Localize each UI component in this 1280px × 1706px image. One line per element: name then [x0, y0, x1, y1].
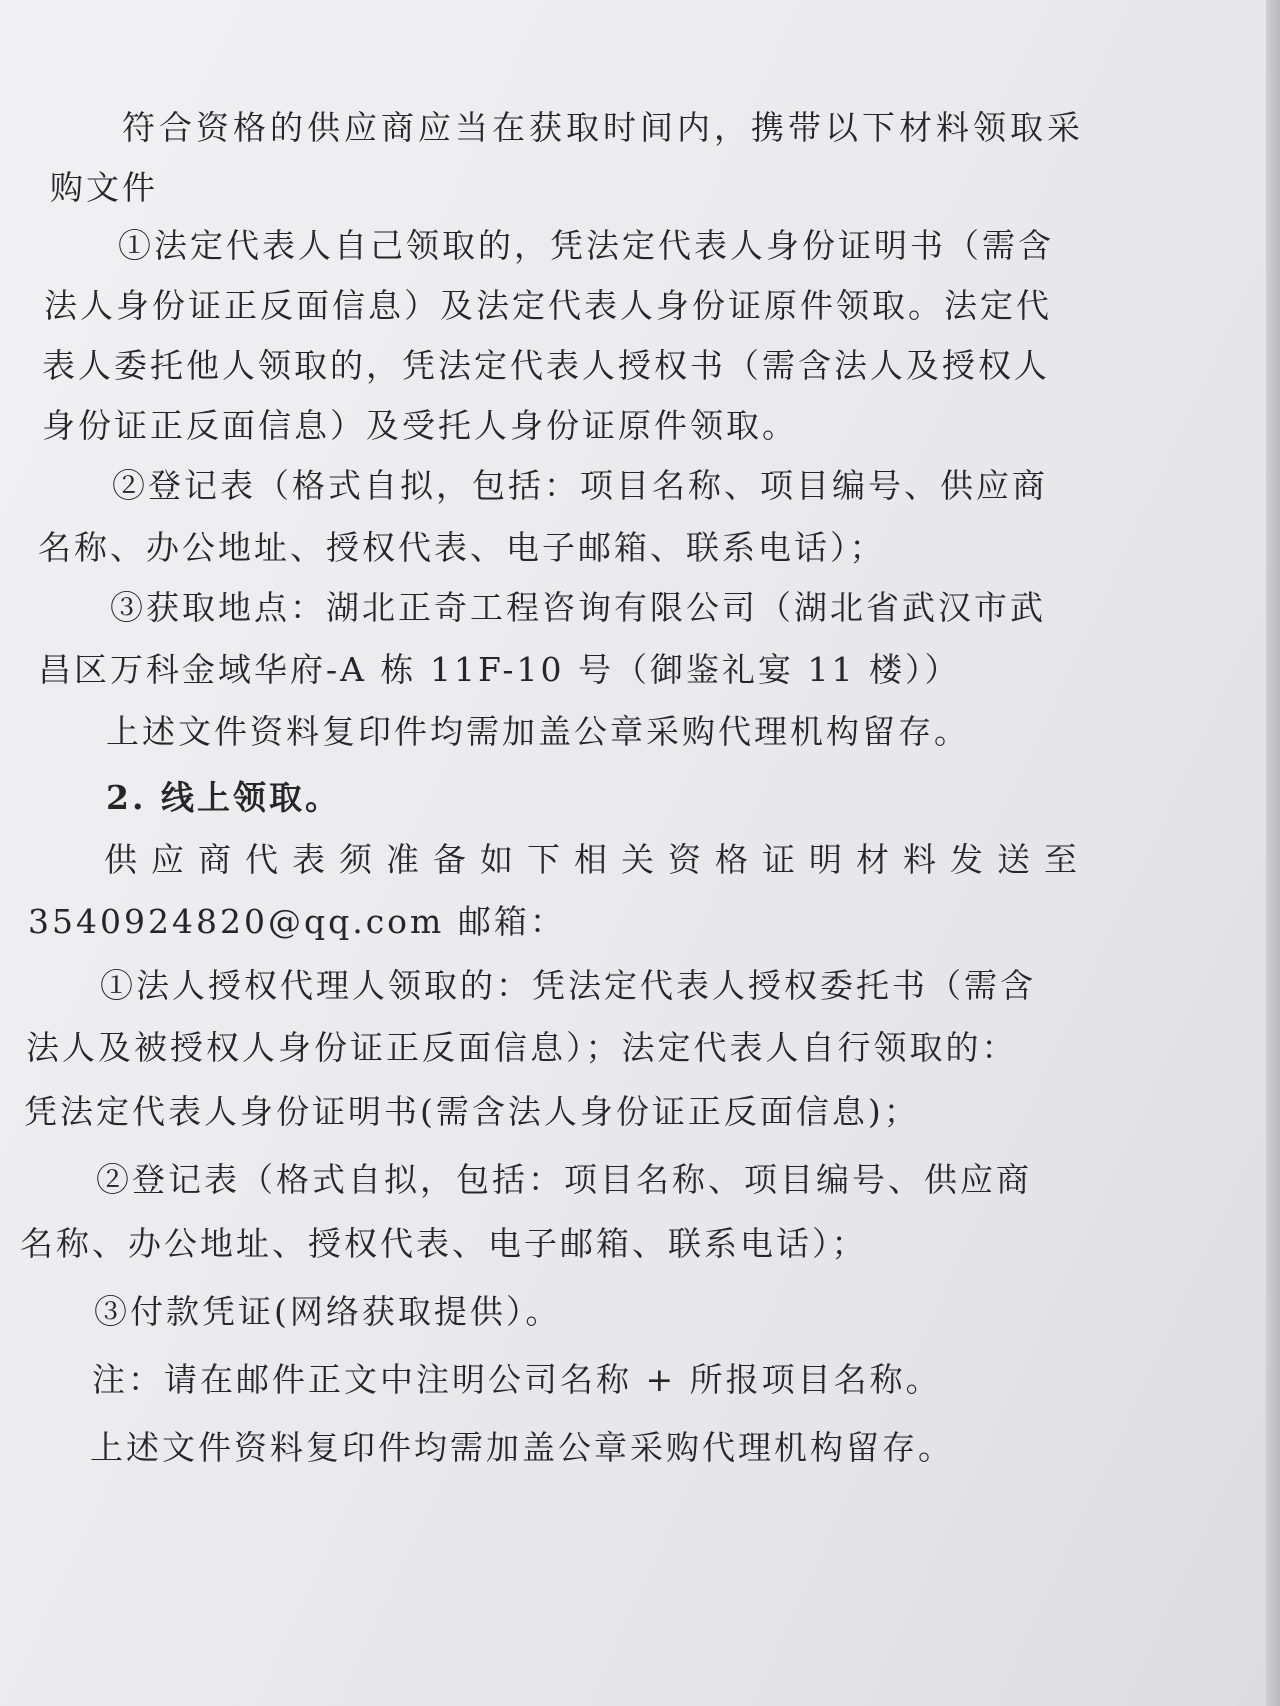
item-2-line-1: ②登记表（格式自拟，包括：项目名称、项目编号、供应商 — [112, 466, 1048, 505]
online-note: 上述文件资料复印件均需加盖公章采购代理机构留存。 — [90, 1428, 954, 1467]
online-item-1-line-1: ①法人授权代理人领取的：凭法定代表人授权委托书（需含 — [100, 966, 1036, 1005]
item-2-line-2: 名称、办公地址、授权代表、电子邮箱、联系电话）； — [38, 528, 886, 567]
item-1-line-4: 身份证正反面信息）及受托人身份证原件领取。 — [42, 406, 798, 445]
item-1-line-2: 法人身份证正反面信息）及法定代表人身份证原件领取。法定代 — [44, 286, 1052, 325]
online-item-3: ③付款凭证(网络获取提供）。 — [94, 1292, 562, 1331]
online-item-1-line-3: 凭法定代表人身份证明书(需含法人身份证正反面信息)； — [24, 1092, 920, 1131]
online-item-1-line-2: 法人及被授权人身份证正反面信息）；法定代表人自行领取的： — [26, 1028, 1018, 1067]
item-3-line-1: ③获取地点：湖北正奇工程咨询有限公司（湖北省武汉市武 — [110, 588, 1046, 627]
page-edge-shadow — [1266, 0, 1280, 1706]
online-email-line: 3540924820@qq.com 邮箱： — [28, 902, 566, 941]
paragraph-intro-line-2: 购文件 — [50, 168, 158, 207]
item-1-line-1: ①法定代表人自己领取的，凭法定代表人身份证明书（需含 — [118, 226, 1054, 265]
paragraph-intro-line-1: 符合资格的供应商应当在获取时间内，携带以下材料领取采 — [122, 108, 1084, 147]
offline-note: 上述文件资料复印件均需加盖公章采购代理机构留存。 — [106, 712, 970, 751]
item-3-line-2: 昌区万科金域华府-A 栋 11F-10 号（御鉴礼宴 11 楼）） — [38, 650, 961, 689]
online-intro-line-1: 供应商代表须准备如下相关资格证明材料发送至 — [104, 840, 1091, 879]
note-line: 注：请在邮件正文中注明公司名称 + 所报项目名称。 — [92, 1360, 942, 1399]
online-item-2-line-1: ②登记表（格式自拟，包括：项目名称、项目编号、供应商 — [96, 1160, 1032, 1199]
item-1-line-3: 表人委托他人领取的，凭法定代表人授权书（需含法人及授权人 — [42, 346, 1050, 385]
section-heading-online: 2. 线上领取。 — [106, 778, 341, 817]
online-item-2-line-2: 名称、办公地址、授权代表、电子邮箱、联系电话）； — [20, 1224, 868, 1263]
